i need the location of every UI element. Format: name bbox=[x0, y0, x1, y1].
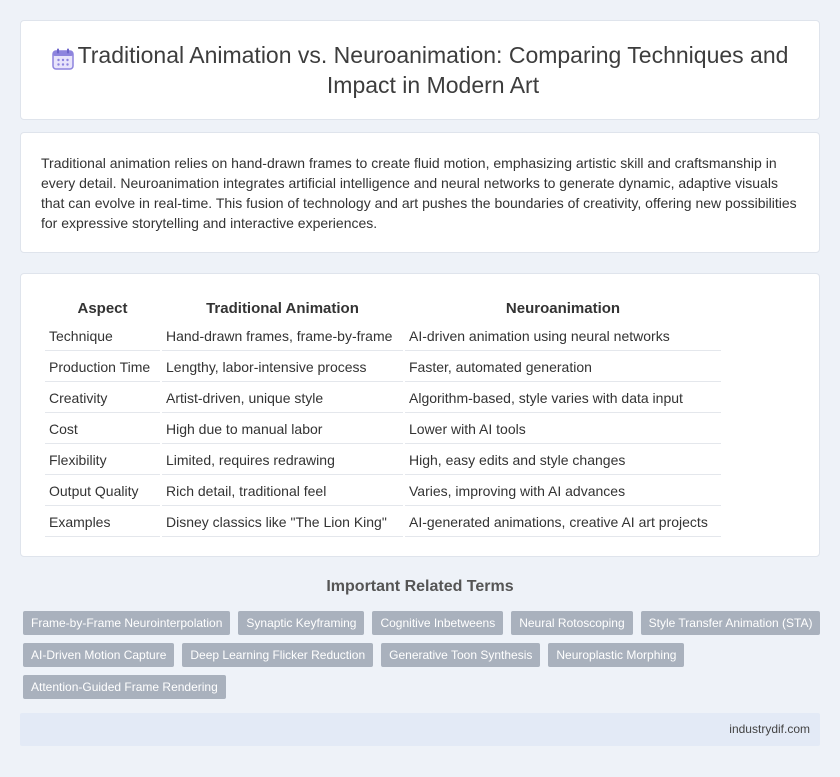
cell-aspect: Flexibility bbox=[45, 446, 160, 475]
table-row bbox=[45, 446, 721, 475]
intro-paragraph: Traditional animation relies on hand-drawn frames to create fluid motion, emphasizing artistic skill and craftsmanship in every detail. Neuroanimation integrates artificial intelligence and neural networks to generate dynamic, adaptive visuals that can evolve in real-time. This fusion of technology and art pushes the boundaries of creativity, offering new possibilities for expressive storytelling and interactive experiences. bbox=[41, 155, 797, 231]
header-traditional: Traditional Animation bbox=[206, 300, 359, 317]
cell-aspect: Creativity bbox=[45, 384, 160, 413]
header-card bbox=[20, 20, 820, 120]
cell-traditional: Artist-driven, unique style bbox=[162, 384, 403, 413]
comparison-table bbox=[43, 296, 723, 539]
footer-site-link[interactable]: industrydif.com bbox=[729, 722, 810, 736]
cell-neuroanimation: Faster, automated generation bbox=[405, 353, 721, 382]
header-neuroanimation: Neuroanimation bbox=[505, 300, 621, 317]
footer-bar bbox=[20, 713, 820, 746]
cell-neuroanimation: AI-driven animation using neural networks bbox=[405, 322, 721, 351]
cell-traditional: Hand-drawn frames, frame-by-frame bbox=[162, 322, 403, 351]
table-row bbox=[45, 322, 721, 351]
related-term-tag[interactable]: Neuroplastic Morphing bbox=[548, 643, 684, 667]
related-term-tag[interactable]: Frame-by-Frame Neurointerpolation bbox=[23, 611, 230, 635]
cell-aspect: Cost bbox=[45, 415, 160, 444]
cell-neuroanimation: Lower with AI tools bbox=[405, 415, 721, 444]
comparison-card bbox=[20, 273, 820, 557]
cell-traditional: High due to manual labor bbox=[162, 415, 403, 444]
cell-neuroanimation: Algorithm-based, style varies with data input bbox=[405, 384, 721, 413]
related-terms-title: Important Related Terms bbox=[326, 578, 514, 595]
related-term-tag[interactable]: Attention-Guided Frame Rendering bbox=[23, 675, 226, 699]
cell-aspect: Technique bbox=[45, 322, 160, 351]
related-term-tag[interactable]: Generative Toon Synthesis bbox=[381, 643, 540, 667]
related-term-tag[interactable]: Synaptic Keyframing bbox=[238, 611, 364, 635]
table-row bbox=[45, 415, 721, 444]
cell-neuroanimation: AI-generated animations, creative AI art projects bbox=[405, 508, 721, 537]
related-term-tag[interactable]: Cognitive Inbetweens bbox=[372, 611, 503, 635]
table-row bbox=[45, 477, 721, 506]
related-terms-list bbox=[23, 611, 823, 699]
table-header-row bbox=[45, 298, 721, 320]
table-row bbox=[45, 353, 721, 382]
cell-traditional: Disney classics like "The Lion King" bbox=[162, 508, 403, 537]
cell-traditional: Lengthy, labor-intensive process bbox=[162, 353, 403, 382]
related-term-tag[interactable]: Deep Learning Flicker Reduction bbox=[182, 643, 373, 667]
related-term-tag[interactable]: AI-Driven Motion Capture bbox=[23, 643, 174, 667]
table-row bbox=[45, 384, 721, 413]
cell-neuroanimation: Varies, improving with AI advances bbox=[405, 477, 721, 506]
cell-aspect: Output Quality bbox=[45, 477, 160, 506]
cell-aspect: Production Time bbox=[45, 353, 160, 382]
related-term-tag[interactable]: Neural Rotoscoping bbox=[511, 611, 632, 635]
cell-neuroanimation: High, easy edits and style changes bbox=[405, 446, 721, 475]
intro-card bbox=[20, 132, 820, 253]
cell-aspect: Examples bbox=[45, 508, 160, 537]
cell-traditional: Rich detail, traditional feel bbox=[162, 477, 403, 506]
table-row bbox=[45, 508, 721, 537]
header-aspect: Aspect bbox=[77, 300, 128, 317]
cell-traditional: Limited, requires redrawing bbox=[162, 446, 403, 475]
page-title: Traditional Animation vs. Neuroanimation: Comparing Techniques and Impact in Modern Art bbox=[77, 42, 789, 98]
related-term-tag[interactable]: Style Transfer Animation (STA) bbox=[641, 611, 821, 635]
